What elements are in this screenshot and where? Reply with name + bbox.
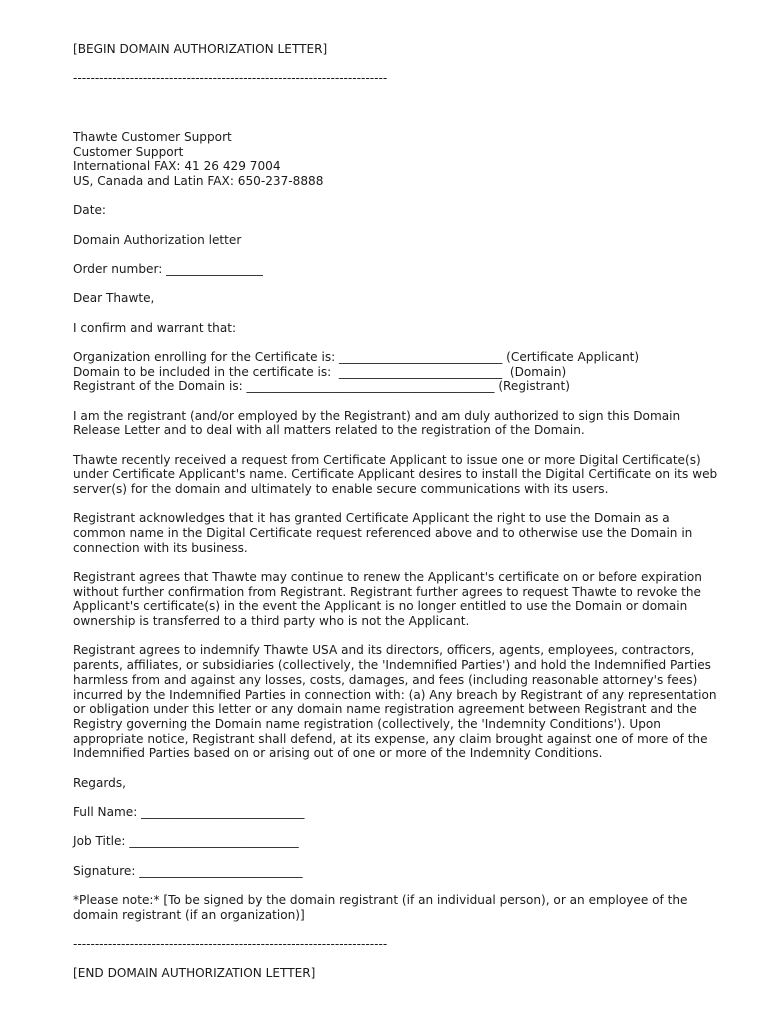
confirm-statement: I confirm and warrant that: [73,320,237,335]
salutation: Dear Thawte, [73,291,155,306]
end-marker: [END DOMAIN AUTHORIZATION LETTER] [73,966,316,981]
indemnity-paragraph: Registrant agrees to indemnify Thawte USA and its directors, officers, agents, employees, contractors, parents, affiliates, or subsidiaries (collectively, the 'Indemnified Parties') and hold the Indemnified Parties harmless from and against any losses, costs, damages, and fees (including reasonable attorney's fees) incurred by the Indemnified Parties in connection with: (a) Any breach by Registrant of any representation or obligation under this letter or any domain name registration agreement between Registrant and the Registry governing the Domain name registration (collectively, the 'Indemnity Conditions'). Upon appropriate notice, Registrant shall defend, at its expense, any claim brought against one of more of the Indemnified Parties based on or arising out of one or more of the Indemnity Conditions. [73,643,717,761]
address-line: International FAX: 41 26 429 7004 [73,159,281,174]
date-label: Date: [73,203,106,218]
address-line: Customer Support [73,144,184,159]
separator-bottom: ------------------------------------------------------------------------ [73,936,388,951]
separator-top: ------------------------------------------------------------------------ [73,71,388,86]
domain-field: Domain to be included in the certificate is: ___________________________ (Domain) [73,364,567,379]
renewal-paragraph: Registrant agrees that Thawte may continue to renew the Applicant's certificate on or before expiration without further confirmation from Registrant. Registrant further agrees to request Thawte to revoke the Applicant's certificate(s) in the event the Applicant is no longer entitled to use the Domain or domain ownership is transferred to a third party who is not the Applicant. [73,570,702,629]
signature-field: Signature: ___________________________ [73,863,303,878]
address-line: US, Canada and Latin FAX: 650-237-8888 [73,174,324,189]
begin-marker: [BEGIN DOMAIN AUTHORIZATION LETTER] [73,42,328,56]
address-block [73,130,723,189]
full-name-field: Full Name: ___________________________ [73,804,305,819]
address-line: Thawte Customer Support [73,130,232,144]
certificate-applicant-field: Organization enrolling for the Certificate is: ___________________________ (Certificate Applicant) [73,349,640,364]
registrant-field: Registrant of the Domain is: _________________________________________ (Registrant) [73,379,570,394]
request-paragraph: Thawte recently received a request from Certificate Applicant to issue one or more Digital Certificate(s) under Certificate Applicant's name. Certificate Applicant desires to install the Digital Certificate on its web server(s) for the domain and ultimately to enable secure communications with its users. [73,452,718,496]
authorization-paragraph: I am the registrant (and/or employed by the Registrant) and am duly authorized to sign this Domain Release Letter and to deal with all matters related to the registration of the Domain. [73,408,681,438]
closing: Regards, [73,775,126,790]
subject-line: Domain Authorization letter [73,232,242,247]
job-title-field: Job Title: ____________________________ [73,834,299,849]
signing-note: *Please note:* [To be signed by the domain registrant (if an individual person), or an employee of the domain registrant (if an organization)] [73,892,688,922]
letter-body [73,42,723,981]
fields-block [73,350,723,394]
order-number-field: Order number: ________________ [73,262,263,276]
acknowledgement-paragraph: Registrant acknowledges that it has granted Certificate Applicant the right to use the Domain as a common name in the Digital Certificate request referenced above and to otherwise use the Domain in connection with its business. [73,511,693,555]
